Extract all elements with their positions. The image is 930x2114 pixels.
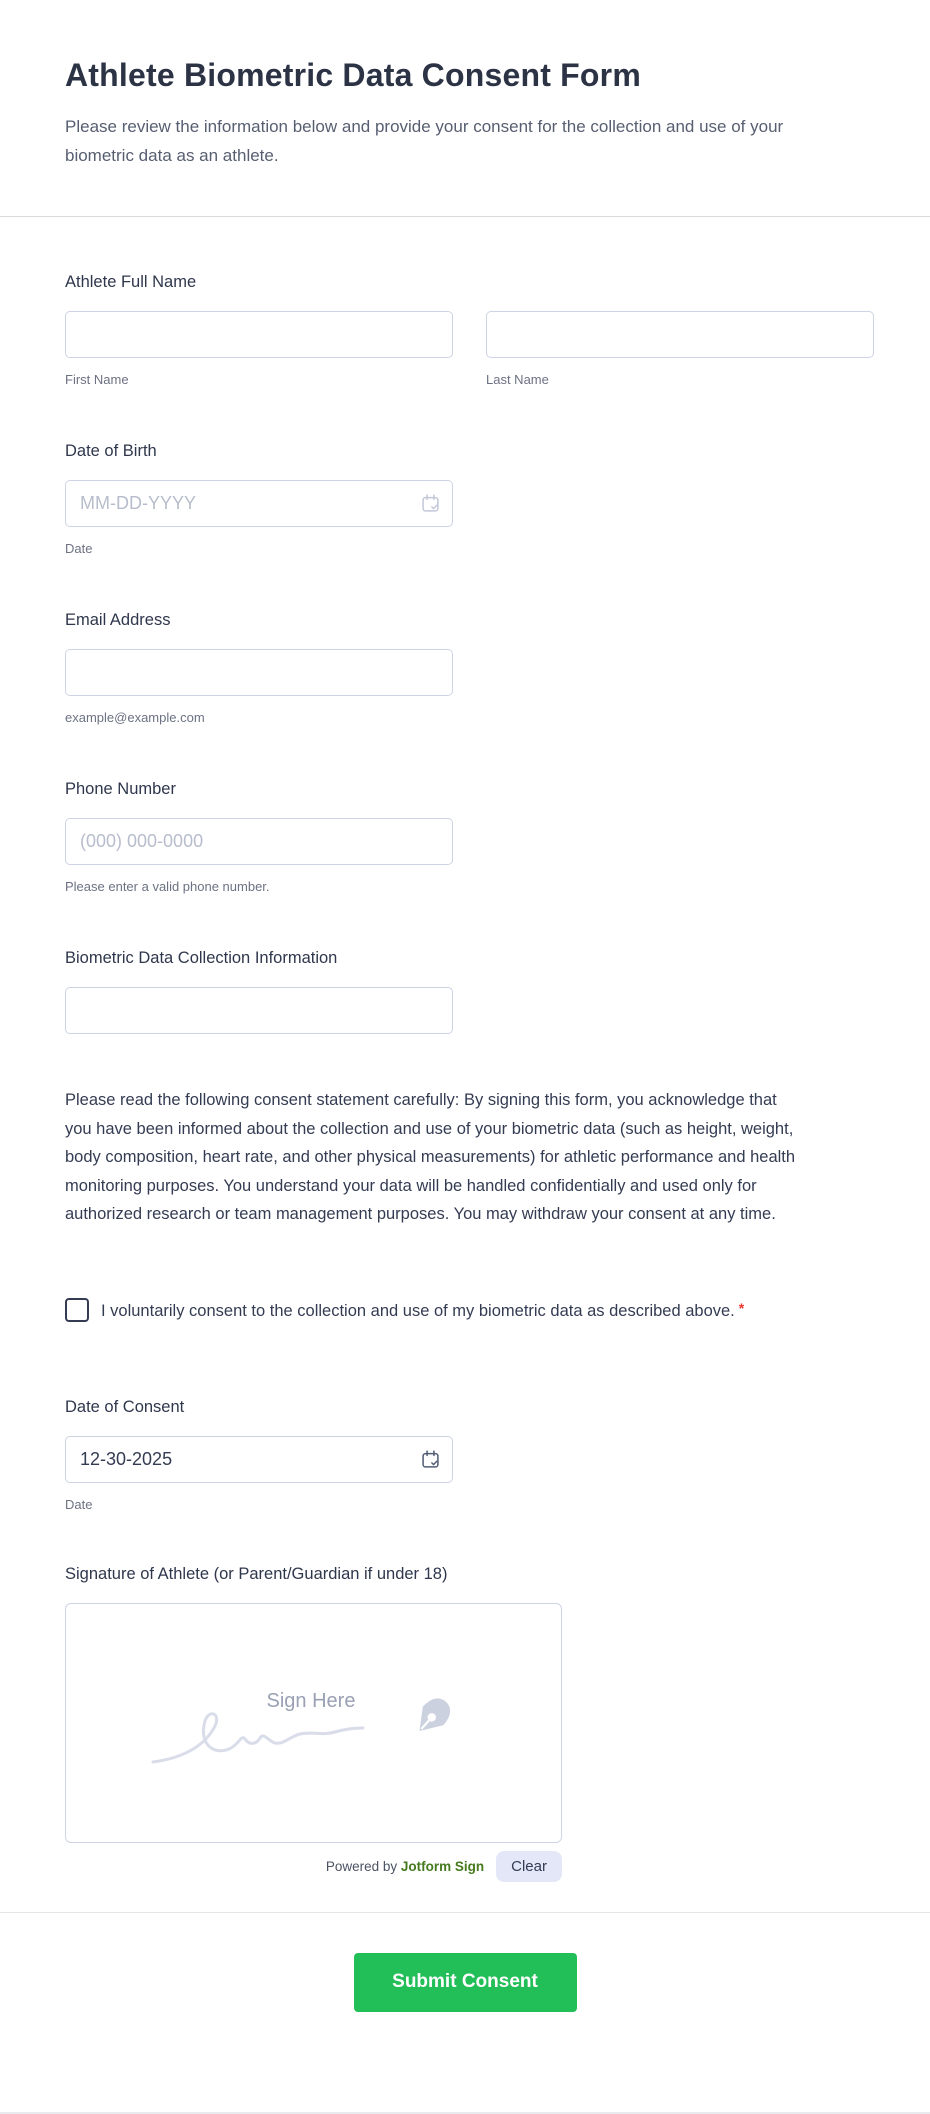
- form-title: Athlete Biometric Data Consent Form: [65, 57, 641, 93]
- form-header: [0, 0, 930, 217]
- field-consent-date: [65, 1396, 875, 1513]
- biometric-info-input-wrap: [65, 987, 453, 1034]
- signature-meta-row: [65, 1851, 562, 1882]
- field-signature: [65, 1563, 875, 1882]
- submit-area: [0, 1912, 930, 2012]
- consent-checkbox[interactable]: [65, 1298, 89, 1322]
- field-phone: [65, 778, 875, 895]
- sign-here-area: [149, 1668, 479, 1778]
- phone-label: Phone Number: [65, 780, 176, 798]
- signature-pad[interactable]: [65, 1603, 562, 1843]
- field-full-name: [65, 271, 875, 388]
- full-name-row: [65, 311, 875, 388]
- powered-by-label: Powered by: [325, 1858, 398, 1874]
- email-label: Email Address: [65, 611, 171, 629]
- phone-input-wrap: [65, 818, 453, 865]
- first-name-col: [65, 311, 453, 388]
- email-input-wrap: [65, 649, 453, 696]
- dob-label: Date of Birth: [65, 442, 157, 460]
- consent-checkbox-row: [65, 1293, 745, 1326]
- last-name-sublabel: Last Name: [486, 372, 549, 387]
- field-date-of-birth: [65, 440, 875, 557]
- phone-input[interactable]: [65, 818, 453, 865]
- jotform-sign-brand: Jotform Sign: [400, 1858, 485, 1874]
- consent-date-input[interactable]: [65, 1436, 453, 1483]
- clear-signature-button[interactable]: Clear: [496, 1851, 562, 1882]
- consent-checkbox-label: I voluntarily consent to the collection and use of my biometric data as described above.: [101, 1301, 735, 1320]
- submit-button[interactable]: Submit Consent: [354, 1953, 577, 2012]
- required-asterisk: *: [738, 1299, 745, 1316]
- pen-nib-icon: [401, 1684, 463, 1746]
- dob-input-wrap: [65, 480, 453, 527]
- dob-input[interactable]: [65, 480, 453, 527]
- signature-squiggle: [149, 1700, 399, 1772]
- last-name-input[interactable]: [486, 311, 874, 358]
- phone-sublabel: Please enter a valid phone number.: [65, 879, 270, 894]
- sign-here-label: Sign Here: [266, 1689, 356, 1712]
- dob-sublabel: Date: [65, 541, 93, 556]
- consent-date-label: Date of Consent: [65, 1397, 185, 1416]
- form-subtitle: Please review the information below and provide your consent for the collection and use of your biometric data as an athlete.: [65, 117, 784, 165]
- consent-statement-text: Please read the following consent statement carefully: By signing this form, you acknowledge that you have been informed about the collection and use of your biometric data (such as height, weight, body composition, heart rate, and other physical measurements) for athletic performance and health monitoring purposes. You understand your data will be handled confidentially and used only for authorized research or team management purposes. You may withdraw your consent at any time.: [65, 1091, 796, 1223]
- powered-by-text: [326, 1859, 484, 1874]
- email-input[interactable]: [65, 649, 453, 696]
- first-name-input[interactable]: [65, 311, 453, 358]
- last-name-wrap: [486, 311, 874, 358]
- field-email: [65, 609, 875, 726]
- first-name-wrap: [65, 311, 453, 358]
- first-name-sublabel: First Name: [65, 372, 129, 387]
- consent-date-sublabel: Date: [65, 1496, 93, 1512]
- last-name-col: [486, 311, 874, 388]
- consent-date-input-wrap: [65, 1436, 453, 1483]
- form-body: [0, 271, 930, 1912]
- email-sublabel: example@example.com: [65, 710, 205, 725]
- signature-label: Signature of Athlete (or Parent/Guardian if under 18): [65, 1564, 448, 1583]
- biometric-info-label: Biometric Data Collection Information: [65, 949, 338, 967]
- field-biometric-info: [65, 947, 875, 1034]
- biometric-info-input[interactable]: [65, 987, 453, 1034]
- full-name-label: Athlete Full Name: [65, 273, 197, 291]
